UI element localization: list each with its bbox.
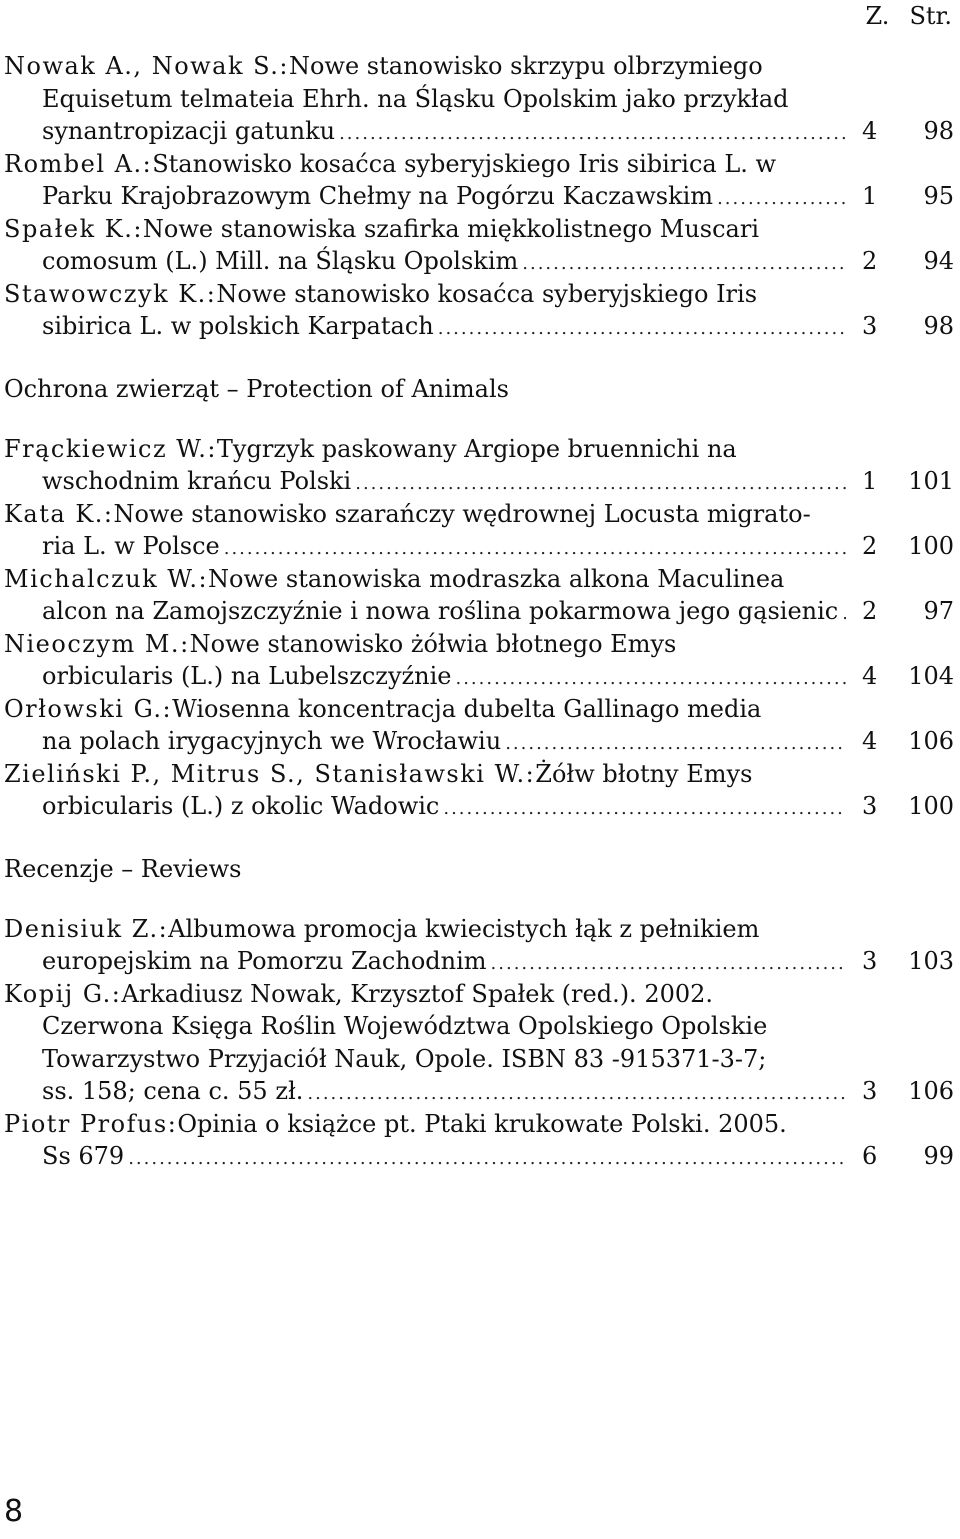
entry-title-text: Wiosenna koncentracja dubelta Gallinago media bbox=[172, 694, 762, 723]
entry-issue-number: 4 bbox=[862, 662, 878, 690]
entry-title-text: Albumowa promocja kwiecistych łąk z pełnikiem bbox=[168, 914, 760, 943]
dot-leader bbox=[355, 465, 846, 501]
toc-line bbox=[4, 693, 954, 726]
entry-issue-number: 4 bbox=[862, 727, 878, 755]
dot-leader bbox=[491, 945, 846, 981]
entry-title-text: ss. 158; cena c. 55 zł. bbox=[42, 1077, 304, 1105]
entry-page-number: 103 bbox=[908, 947, 954, 975]
entry-title-text: Czerwona Księga Roślin Województwa Opolskiego Opolskie bbox=[42, 1012, 768, 1040]
toc-line bbox=[4, 1043, 954, 1076]
entry-title-text: Żółw błotny Emys bbox=[535, 759, 753, 788]
entry-page-number: 97 bbox=[923, 597, 954, 625]
entry-author: Spałek K.: bbox=[4, 214, 143, 243]
entry-title-text: Nowe stanowisko żółwia błotnego Emys bbox=[189, 629, 677, 658]
toc-line bbox=[4, 913, 954, 946]
entry-title-text: ria L. w Polsce bbox=[42, 532, 220, 560]
toc-line bbox=[4, 530, 954, 563]
entry-author: Kata K.: bbox=[4, 499, 114, 528]
entry-title-text: Nowe stanowisko szarańczy wędrownej Locusta migrato- bbox=[113, 499, 811, 528]
column-headers bbox=[866, 2, 952, 30]
toc-entry bbox=[4, 498, 954, 563]
section-title-reviews: Recenzje – Reviews bbox=[4, 854, 242, 883]
entry-issue-number: 3 bbox=[862, 1077, 878, 1105]
toc-line bbox=[4, 50, 954, 83]
toc-entry bbox=[4, 628, 954, 693]
toc-line bbox=[4, 1075, 954, 1108]
dot-leader bbox=[443, 790, 846, 826]
dot-leader bbox=[455, 660, 846, 696]
page-number: 8 bbox=[4, 1494, 24, 1529]
entry-issue-number: 3 bbox=[862, 312, 878, 340]
toc-line bbox=[4, 563, 954, 596]
entry-title-text: wschodnim krańcu Polski bbox=[42, 467, 352, 495]
toc-entry bbox=[4, 1108, 954, 1173]
entry-author: Nieoczym M.: bbox=[4, 629, 190, 658]
toc-line bbox=[4, 1140, 954, 1173]
toc-line bbox=[4, 725, 954, 758]
toc-line bbox=[4, 83, 954, 116]
entry-page-number: 95 bbox=[923, 182, 954, 210]
toc-line bbox=[4, 498, 954, 531]
toc-entry bbox=[4, 433, 954, 498]
toc-entry bbox=[4, 913, 954, 978]
entry-issue-number: 4 bbox=[862, 117, 878, 145]
entry-author: Rombel A.: bbox=[4, 149, 153, 178]
entry-author: Denisiuk Z.: bbox=[4, 914, 169, 943]
toc-line bbox=[4, 628, 954, 661]
toc-line bbox=[4, 180, 954, 213]
toc-entry bbox=[4, 50, 954, 148]
entry-title-text: Tygrzyk paskowany Argiope bruennichi na bbox=[216, 434, 737, 463]
entry-title-text: Opinia o książce pt. Ptaki krukowate Polski. 2005. bbox=[177, 1109, 787, 1138]
toc-line bbox=[4, 758, 954, 791]
entry-author: Frąckiewicz W.: bbox=[4, 434, 217, 463]
entry-issue-number: 2 bbox=[862, 247, 878, 275]
entry-title-text: comosum (L.) Mill. na Śląsku Opolskim bbox=[42, 247, 519, 275]
toc-entry bbox=[4, 758, 954, 823]
toc-line bbox=[4, 1010, 954, 1043]
entry-author: Piotr Profus: bbox=[4, 1109, 178, 1138]
entry-page-number: 98 bbox=[923, 312, 954, 340]
entry-issue-number: 3 bbox=[862, 792, 878, 820]
entry-title-text: Stanowisko kosaćca syberyjskiego Iris sibirica L. w bbox=[152, 149, 777, 178]
entry-title-text: na polach irygacyjnych we Wrocławiu bbox=[42, 727, 502, 755]
dot-leader bbox=[224, 530, 846, 566]
entry-page-number: 101 bbox=[908, 467, 954, 495]
entry-author: Michalczuk W.: bbox=[4, 564, 209, 593]
entry-issue-number: 2 bbox=[862, 532, 878, 560]
toc-line bbox=[4, 433, 954, 466]
entry-title-text: Nowe stanowisko skrzypu olbrzymiego bbox=[288, 52, 763, 80]
entry-title-text: Equisetum telmateia Ehrh. na Śląsku Opolskim jako przykład bbox=[42, 84, 789, 113]
entry-title-text: Parku Krajobrazowym Chełmy na Pogórzu Kaczawskim bbox=[42, 182, 714, 210]
toc-line bbox=[4, 115, 954, 148]
entry-title-text: sibirica L. w polskich Karpatach bbox=[42, 312, 434, 340]
toc-group-botany bbox=[4, 50, 954, 343]
entry-author: Orłowski G.: bbox=[4, 694, 173, 723]
toc-entry bbox=[4, 978, 954, 1108]
section-title-animals: Ochrona zwierząt – Protection of Animals bbox=[4, 374, 509, 403]
entry-title-text: Nowe stanowisko kosaćca syberyjskiego Iris bbox=[216, 279, 758, 308]
entry-author: Stawowczyk K.: bbox=[4, 279, 217, 308]
toc-group-animals bbox=[4, 433, 954, 823]
toc-line bbox=[4, 1108, 954, 1141]
dot-leader bbox=[128, 1140, 846, 1176]
entry-author: Nowak A., Nowak S.: bbox=[4, 52, 289, 80]
entry-page-number: 100 bbox=[908, 532, 954, 560]
dot-leader bbox=[438, 310, 846, 346]
entry-title-text: europejskim na Pomorzu Zachodnim bbox=[42, 947, 487, 975]
dot-leader bbox=[842, 595, 846, 631]
entry-title-text: synantropizacji gatunku bbox=[42, 117, 336, 145]
entry-title-text: Nowe stanowiska szafirka miękkolistnego Muscari bbox=[142, 214, 759, 243]
toc-line bbox=[4, 310, 954, 343]
entry-page-number: 104 bbox=[908, 662, 954, 690]
toc-line bbox=[4, 595, 954, 628]
toc-line bbox=[4, 978, 954, 1011]
toc-line bbox=[4, 790, 954, 823]
entry-issue-number: 2 bbox=[862, 597, 878, 625]
dot-leader bbox=[505, 725, 846, 761]
entry-issue-number: 1 bbox=[862, 467, 878, 495]
entry-page-number: 106 bbox=[908, 727, 954, 755]
entry-page-number: 99 bbox=[923, 1142, 954, 1170]
column-z-header: Z. bbox=[865, 2, 890, 30]
entry-page-number: 94 bbox=[923, 247, 954, 275]
entry-title-text: Ss 679 bbox=[42, 1142, 125, 1170]
dot-leader bbox=[717, 180, 846, 216]
entry-issue-number: 6 bbox=[862, 1142, 878, 1170]
toc-line bbox=[4, 945, 954, 978]
entry-page-number: 106 bbox=[908, 1077, 954, 1105]
entry-title-text: Nowe stanowiska modraszka alkona Maculinea bbox=[208, 564, 785, 593]
toc-content bbox=[4, 50, 954, 1173]
toc-group-reviews bbox=[4, 913, 954, 1173]
toc-line bbox=[4, 245, 954, 278]
entry-author: Kopij G.: bbox=[4, 979, 122, 1008]
dot-leader bbox=[522, 245, 846, 281]
entry-issue-number: 1 bbox=[862, 182, 878, 210]
toc-entry bbox=[4, 148, 954, 213]
toc-entry bbox=[4, 693, 954, 758]
entry-author: Zieliński P., Mitrus S., Stanisławski W.: bbox=[4, 759, 536, 788]
dot-leader bbox=[339, 115, 846, 151]
toc-line bbox=[4, 660, 954, 693]
entry-issue-number: 3 bbox=[862, 947, 878, 975]
dot-leader bbox=[307, 1075, 846, 1111]
column-page-header: Str. bbox=[909, 2, 952, 30]
entry-title-text: Towarzystwo Przyjaciół Nauk, Opole. ISBN 83 -915371-3-7; bbox=[42, 1044, 767, 1073]
toc-entry bbox=[4, 278, 954, 343]
entry-title-text: orbicularis (L.) z okolic Wadowic bbox=[42, 792, 440, 820]
entry-title-text: orbicularis (L.) na Lubelszczyźnie bbox=[42, 662, 452, 690]
toc-entry bbox=[4, 563, 954, 628]
entry-page-number: 100 bbox=[908, 792, 954, 820]
toc-line bbox=[4, 148, 954, 181]
entry-title-text: Arkadiusz Nowak, Krzysztof Spałek (red.). 2002. bbox=[121, 979, 714, 1008]
toc-line bbox=[4, 213, 954, 246]
entry-page-number: 98 bbox=[923, 117, 954, 145]
toc-entry bbox=[4, 213, 954, 278]
toc-line bbox=[4, 278, 954, 311]
toc-line bbox=[4, 465, 954, 498]
entry-title-text: alcon na Zamojszczyźnie i nowa roślina pokarmowa jego gąsienic bbox=[42, 597, 839, 625]
